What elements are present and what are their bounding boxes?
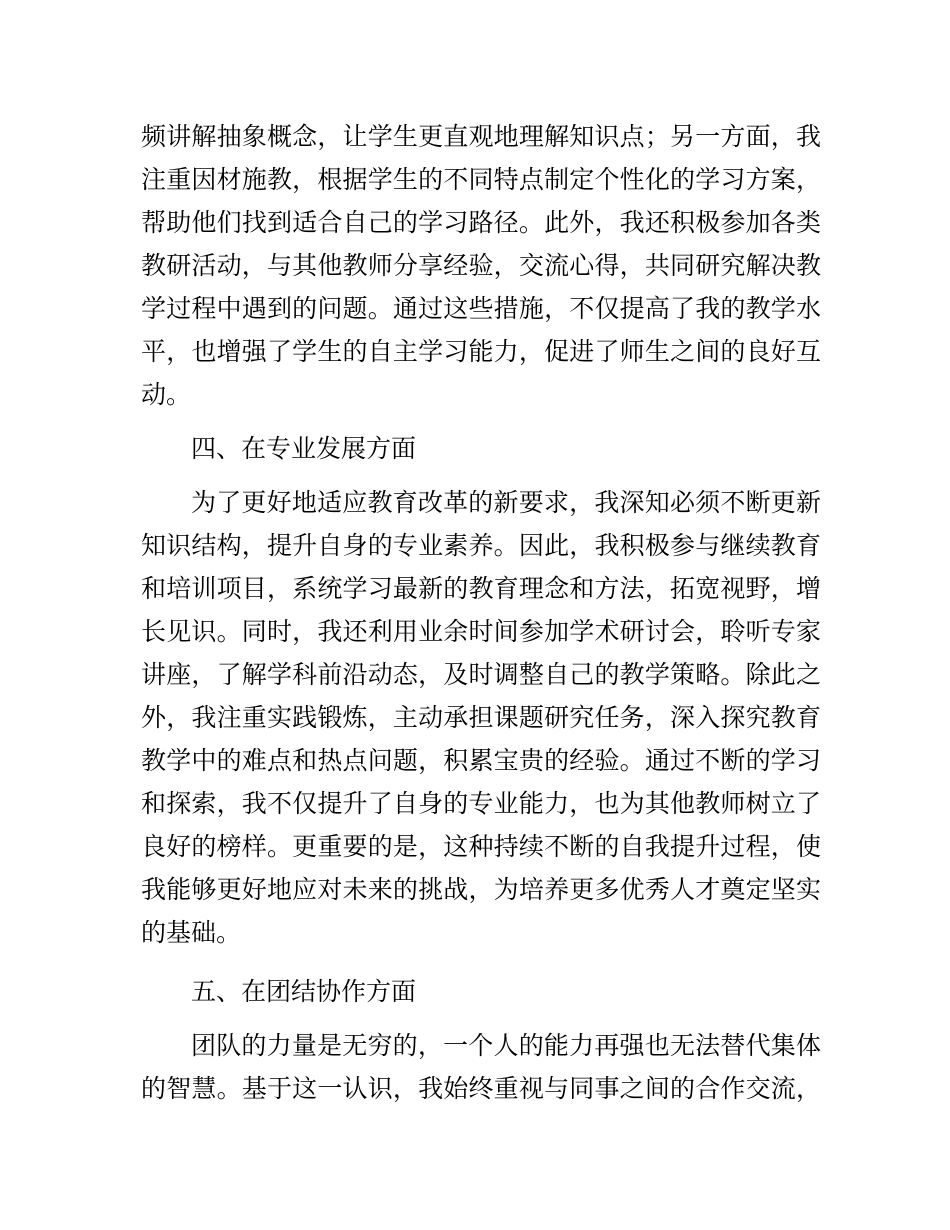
text-line: 的智慧。基于这一认识，我始终重视与同事之间的合作交流， bbox=[141, 1074, 821, 1103]
text-line: 频讲解抽象概念，让学生更直观地理解知识点；另一方面，我 bbox=[141, 122, 821, 151]
text-line: 和探索，我不仅提升了自身的专业能力，也为其他教师树立了 bbox=[141, 789, 821, 818]
text-line: 教学中的难点和热点问题，积累宝贵的经验。通过不断的学习 bbox=[141, 746, 821, 775]
text-line: 知识结构，提升自身的专业素养。因此，我积极参与继续教育 bbox=[141, 531, 821, 560]
text-line: 和培训项目，系统学习最新的教育理念和方法，拓宽视野，增 bbox=[141, 574, 821, 603]
text-line: 良好的榜样。更重要的是，这种持续不断的自我提升过程，使 bbox=[141, 832, 821, 861]
text-line: 讲座，了解学科前沿动态，及时调整自己的教学策略。除此之 bbox=[141, 660, 821, 689]
text-line: 团队的力量是无穷的，一个人的能力再强也无法替代集体 bbox=[191, 1031, 821, 1060]
text-line: 动。 bbox=[141, 380, 192, 409]
section-heading: 四、在专业发展方面 bbox=[191, 434, 417, 463]
text-line: 学过程中遇到的问题。通过这些措施，不仅提高了我的教学水 bbox=[141, 294, 821, 323]
text-line: 的基础。 bbox=[141, 918, 242, 947]
text-line: 平，也增强了学生的自主学习能力，促进了师生之间的良好互 bbox=[141, 337, 821, 366]
text-line: 长见识。同时，我还利用业余时间参加学术研讨会，聆听专家 bbox=[141, 617, 821, 646]
text-line: 帮助他们找到适合自己的学习路径。此外，我还积极参加各类 bbox=[141, 208, 821, 237]
text-line: 注重因材施教，根据学生的不同特点制定个性化的学习方案， bbox=[141, 165, 821, 194]
text-line: 外，我注重实践锻炼，主动承担课题研究任务，深入探究教育 bbox=[141, 703, 821, 732]
text-line: 为了更好地适应教育改革的新要求，我深知必须不断更新 bbox=[191, 488, 821, 517]
text-line: 我能够更好地应对未来的挑战，为培养更多优秀人才奠定坚实 bbox=[141, 875, 821, 904]
text-line: 教研活动，与其他教师分享经验，交流心得，共同研究解决教 bbox=[141, 251, 821, 280]
section-heading: 五、在团结协作方面 bbox=[191, 977, 417, 1006]
